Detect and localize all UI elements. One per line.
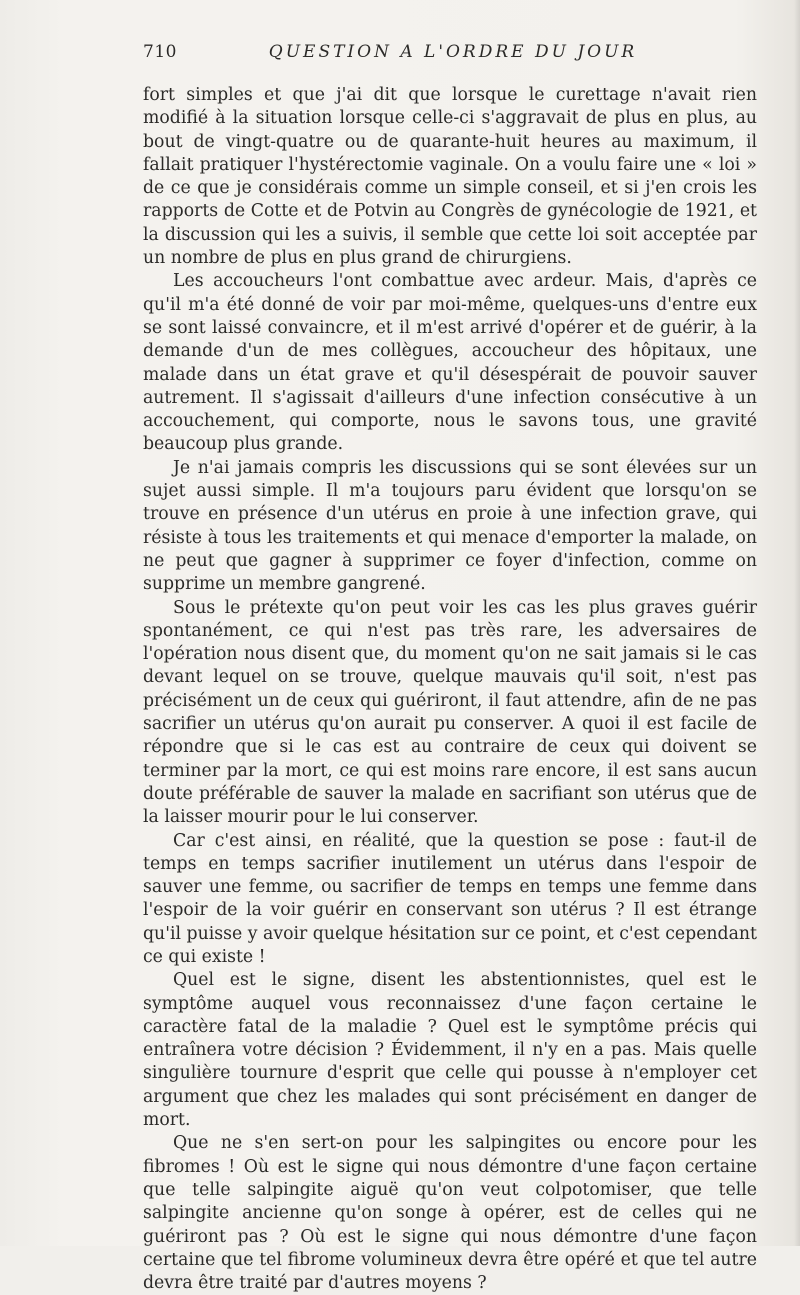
- page-number: 710: [143, 42, 177, 62]
- paragraph-pretexte: Sous le prétexte qu'on peut voir les cas les plus graves guérir spontanément, ce qui n'est pas très rare, les adversaires de l'opération nous disent que, du moment qu'on ne sait jamais si le cas devant lequel on se trouve, quelque mauvais qu'il soit, n'est pas précisément un de ceux qui guériront, il faut attendre, afin de ne pas sacrifier un utérus qu'on aurait pu conserver. A quoi il est facile de répondre que si le cas est au contraire de ceux qui doivent se terminer par la mort, ce qui est moins rare encore, il est sans aucun doute préférable de sauver la malade en sacrifiant son utérus que de la laisser mourir pour le lui conserver.: [143, 597, 757, 828]
- paragraph-accoucheurs: Les accoucheurs l'ont combattue avec ardeur. Mais, d'après ce qu'il m'a été donné de voir par moi-même, quelques-uns d'entre eux se sont laissé convaincre, et il m'est arrivé d'opérer et de guérir, à la demande d'un de mes collègues, accoucheur des hôpitaux, une malade dans un état grave et qu'il désespérait de pouvoir sauver autrement. Il s'agissait d'ailleurs d'une infection consécutive à un accouchement, qui comporte, nous le savons tous, une gravité beaucoup plus grande.: [143, 271, 757, 455]
- paragraph-discussions: Je n'ai jamais compris les discussions qui se sont élevées sur un sujet aussi simple. Il m'a toujours paru évident que lorsqu'on se trouve en présence d'un utérus en proie à une infection grave, qui résiste à tous les traitements et qui menace d'emporter la malade, on ne peut que gagner à supprimer ce foyer d'infection, comme on supprime un membre gangrené.: [143, 457, 757, 595]
- body-text: [143, 84, 757, 1295]
- paragraph-salpingites: Que ne s'en sert-on pour les salpingites ou encore pour les fibromes ! Où est le signe qui nous démontre d'une façon certaine que telle salpingite aiguë qu'on veut colpotomiser, que telle salpingite ancienne qu'on songe à opérer, est de celles qui ne guériront pas ? Où est le signe qui nous démontre d'une façon certaine que tel fibrome volumineux devra être opéré et que tel autre devra être traité par d'autres moyens ?: [143, 1133, 757, 1294]
- paragraph-continuation: fort simples et que j'ai dit que lorsque le curettage n'avait rien modifié à la situation lorsque celle-ci s'aggravait de plus en plus, au bout de vingt-quatre ou de quarante-huit heures au maximum, il fallait pratiquer l'hystérectomie vaginale. On a voulu faire une « loi » de ce que je considérais comme un simple conseil, et si j'en crois les rapports de Cotte et de Potvin au Congrès de gynécologie de 1921, et la discussion qui les a suivis, il semble que cette loi soit acceptée par un nombre de plus en plus grand de chirurgiens.: [143, 85, 757, 269]
- page-header: [143, 42, 763, 66]
- paragraph-signe: Quel est le signe, disent les abstentionnistes, quel est le symptôme auquel vous reconnaissez d'une façon certaine le caractère fatal de la maladie ? Quel est le symptôme précis qui entraînera votre décision ? Évidemment, il n'y en a pas. Mais quelle singulière tournure d'esprit que celle qui pousse à n'employer cet argument que chez les malades qui sont précisément en danger de mort.: [143, 970, 757, 1131]
- paragraph-question: Car c'est ainsi, en réalité, que la question se pose : faut-il de temps en temps sacrifier inutilement un utérus dans l'espoir de sauver une femme, ou sacrifier de temps en temps une femme dans l'espoir de la voir guérir en conservant son utérus ? Il est étrange qu'il puisse y avoir quelque hésitation sur ce point, et c'est cependant ce qui existe !: [143, 830, 757, 967]
- page-edge-shadow: [794, 0, 800, 1246]
- running-head: QUESTION A L'ORDRE DU JOUR: [268, 42, 638, 62]
